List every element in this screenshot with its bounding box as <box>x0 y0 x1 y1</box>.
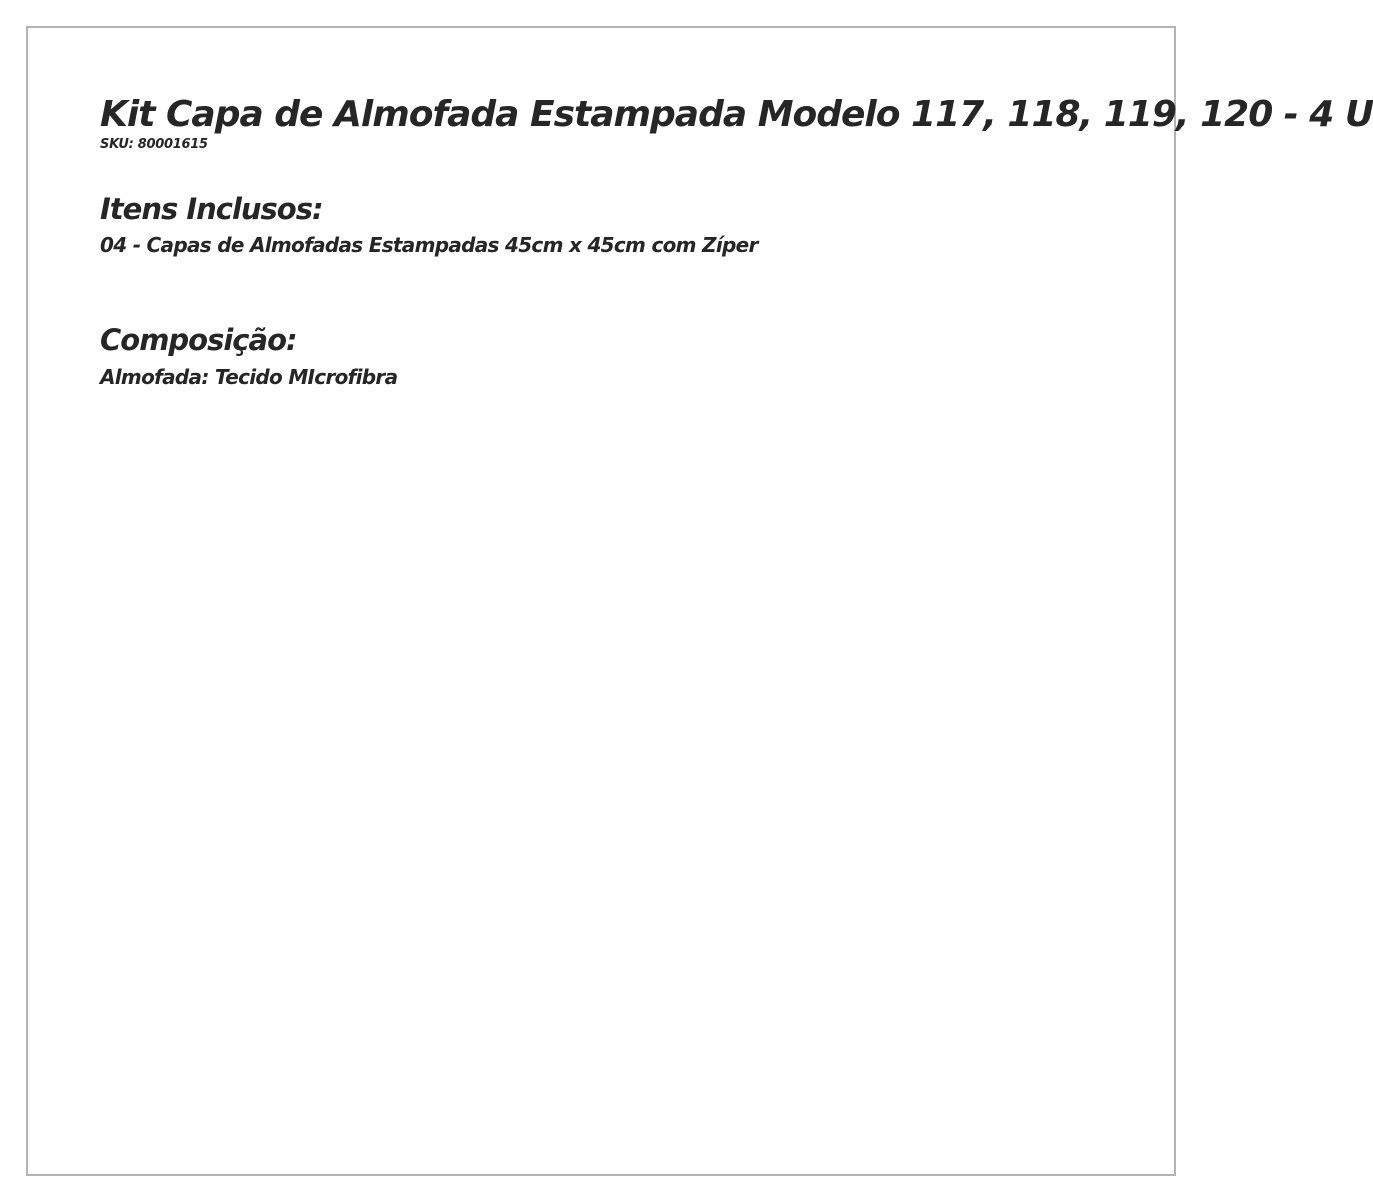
product-sku: SKU: 80001615 <box>100 137 208 152</box>
composicao-heading: Composição: <box>100 323 297 357</box>
composicao-text: Almofada: Tecido MIcrofibra <box>100 365 398 389</box>
product-title: Kit Capa de Almofada Estampada Modelo 117, 118, 119, 120 - 4 U <box>100 94 1373 135</box>
itens-inclusos-heading: Itens Inclusos: <box>100 192 323 226</box>
itens-inclusos-text: 04 - Capas de Almofadas Estampadas 45cm x 45cm com Zíper <box>100 233 758 257</box>
